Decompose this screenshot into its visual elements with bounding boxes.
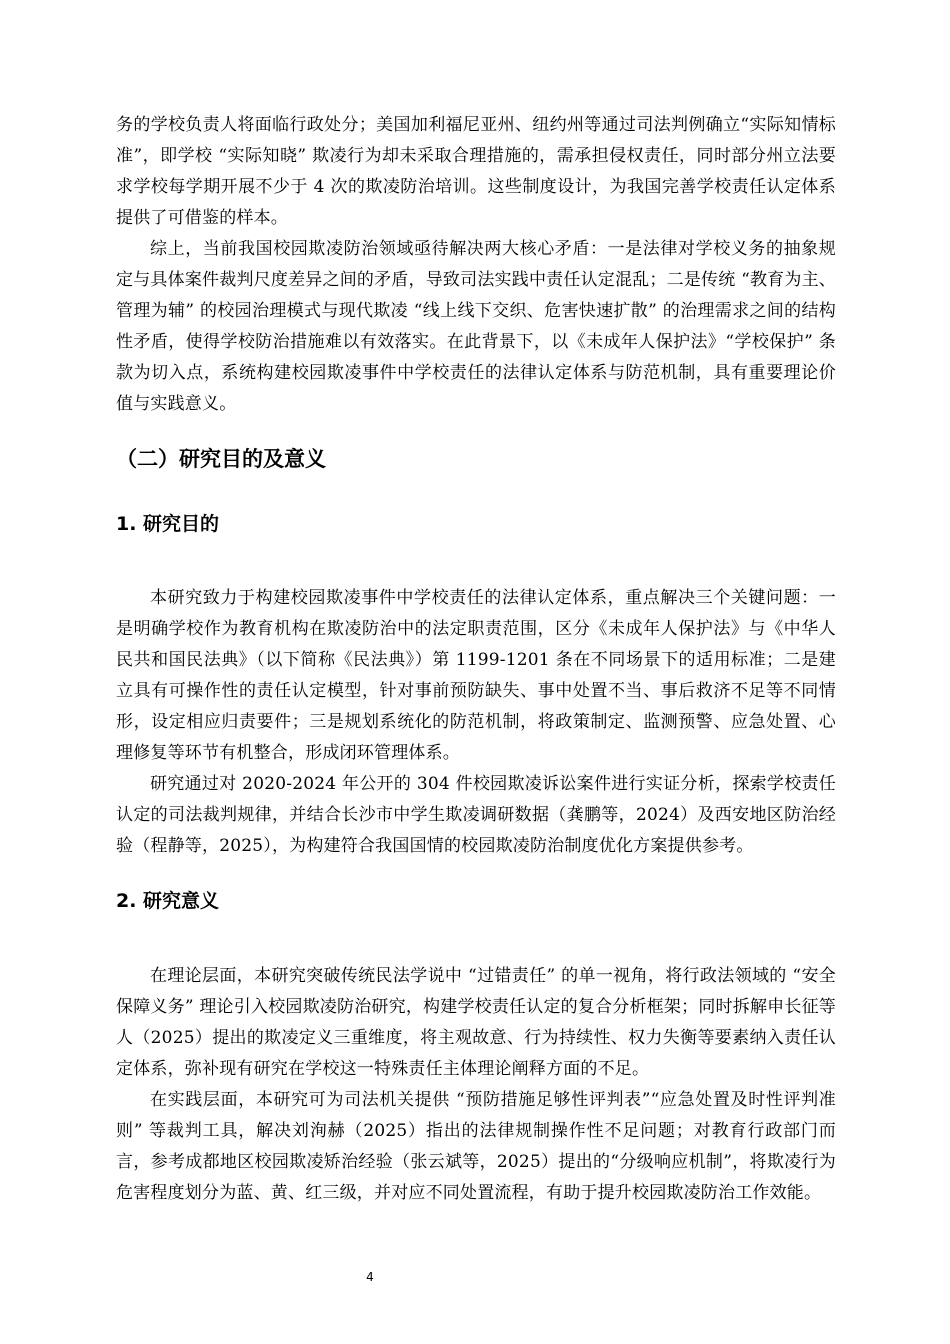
section-heading: （二）研究目的及意义	[116, 447, 326, 471]
intro-paragraph-summary: 综上，当前我国校园欺凌防治领域亟待解决两大核心矛盾：一是法律对学校义务的抽象规定与具体案件裁判尺度差异之间的矛盾，导致司法实践中责任认定混乱；二是传统 “教育为主、管理为辅” 的校园治理模式与现代欺凌 “线上线下交织、危害快速扩散” 的治理需求之间的结构性矛盾，使得学校防治措施难以有效落实。在此背景下，以《未成年人保护法》“学校保护” 条款为切入点，系统构建校园欺凌事件中学校责任的法律认定体系与防范机制，具有重要理论价值与实践意义。	[116, 239, 836, 414]
paragraph: 在理论层面，本研究突破传统民法学说中 “过错责任” 的单一视角，将行政法领域的 “安全保障义务” 理论引入校园欺凌防治研究，构建学校责任认定的复合分析框架；同时拆解申长征等人（2025）提出的欺凌定义三重维度，将主观故意、行为持续性、权力失衡等要素纳入责任认定体系，弥补现有研究在学校这一特殊责任主体理论阐释方面的不足。	[116, 966, 836, 1079]
paragraph: 研究通过对 2020-2024 年公开的 304 件校园欺凌诉讼案件进行实证分析，探索学校责任认定的司法裁判规律，并结合长沙市中学生欺凌调研数据（龚鹏等，2024）及西安地区防治经验（程静等，2025），为构建符合我国国情的校园欺凌防治制度优化方案提供参考。	[116, 774, 836, 856]
paragraph: 本研究致力于构建校园欺凌事件中学校责任的法律认定体系，重点解决三个关键问题：一是明确学校作为教育机构在欺凌防治中的法定职责范围，区分《未成年人保护法》与《中华人民共和国民法典》（以下简称《民法典》）第 1199-1201 条在不同场景下的适用标准；二是建立具有可操作性的责任认定模型，针对事前预防缺失、事中处置不当、事后救济不足等不同情形，设定相应归责要件；三是规划系统化的防范机制，将政策制定、监测预警、应急处置、心理修复等环节有机整合，形成闭环管理体系。	[116, 588, 836, 763]
paragraph: 在实践层面，本研究可为司法机关提供 “预防措施足够性评判表”“应急处置及时性评判准则” 等裁判工具，解决刘洵赫（2025）指出的法律规制操作性不足问题；对教育行政部门而言，参考成都地区校园欺凌矫治经验（张云斌等，2025）提出的“分级响应机制”，将欺凌行为危害程度划分为蓝、黄、红三级，并对应不同处置流程，有助于提升校园欺凌防治工作效能。	[116, 1090, 836, 1203]
subsection-heading-purpose: 1. 研究目的	[116, 513, 220, 535]
subsection-body-significance	[116, 961, 836, 1209]
subsection-body-purpose	[116, 583, 836, 862]
subsection-heading-significance: 2. 研究意义	[116, 890, 220, 912]
page-number: 4	[366, 1270, 374, 1284]
page-content	[116, 110, 836, 1209]
intro-paragraph-continued: 务的学校负责人将面临行政处分；美国加利福尼亚州、纽约州等通过司法判例确立“实际知情标准”，即学校 “实际知晓” 欺凌行为却未采取合理措施的，需承担侵权责任，同时部分州立法要求学校每学期开展不少于 4 次的欺凌防治培训。这些制度设计，为我国完善学校责任认定体系提供了可借鉴的样本。	[116, 115, 836, 228]
